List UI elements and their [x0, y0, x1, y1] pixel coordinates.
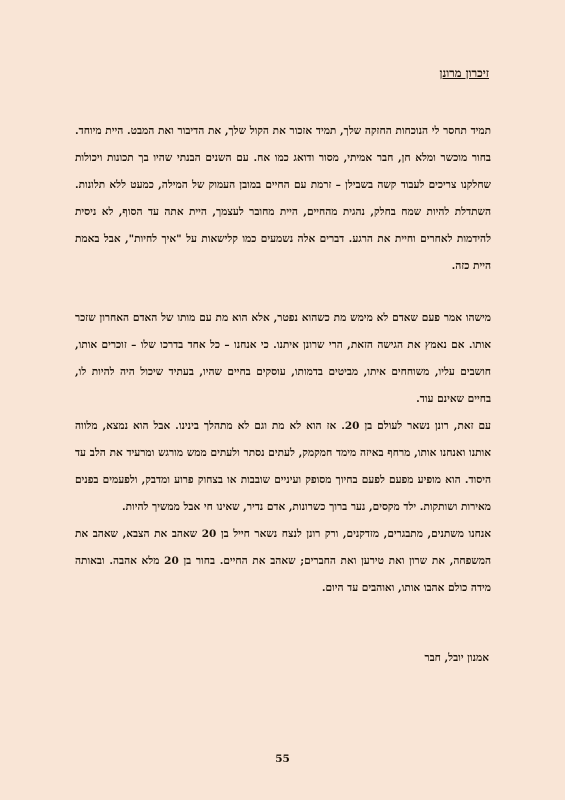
paragraph-4: אנחנו משתנים, מתבגרים, מזדקנים, ורק רונן לנצח נשאר חייל בן 20 שאהב את הצבא, שאהב את המשפחה, את שרון ואת טירען ואת החברים; שאהב את החיים. בחור בן 20 מלא אהבה. ובאותה מידה כולם אהבו אותו, ואוהבים עד היום.	[75, 528, 492, 594]
page-title: זיכרון מרונן	[439, 66, 489, 80]
memorial-text	[75, 118, 491, 602]
page-number: 55	[275, 753, 290, 765]
paragraph-2: מישהו אמר פעם שאדם לא מימש מת כשהוא נפטר, אלא הוא מת עם מותו של האדם האחרון שזכר אותו. אם נאמץ את הגישה הזאת, הרי שרונן איתנו. כי אנחנו – כל אחד בדרכו שלו – זוכרים אותו, חושבים עליו, משוחחים איתו, מביטים בדמותו, עוסקים בחיים שהיו, בעתיד שיכול היה להיות לו, בחיים שאינם עוד.	[75, 312, 491, 405]
paragraph-1: תמיד תחסר לי הנוכחות החזקה שלך, תמיד אזכור את הקול שלך, את הדיבור ואת המבט. היית מיוחד. בחור מוכשר ומלא חן, חבר אמיתי, מסור ודואג כמו אח. עם השנים הבנתי שהיו בך תכונות ויכולות שחלקנו צריכים לעבוד קשה בשבילן – זרמת עם החיים במובן העמוק של המילה, כמעט ללא תלונות. השתדלת להיות שמח בחלק, נהגית מהחיים, היית מחובר לעצמך, היית אתה עד הסוף, לא ניסית להידמות לאחרים וחיית את הרגע. דברים אלה נשמעים כמו קלישאות על "איך לחיות", אבל באמת היית כזה.	[75, 125, 491, 272]
author-signature: אמנון יובל, חבר	[424, 652, 489, 664]
paragraph-3: עם זאת, רונן נשאר לעולם בן 20. אז הוא לא מת וגם לא מתהלך בינינו. אבל הוא נמצא, מלווה אותנו ואנחנו אותו, מרחף באיזה מימד חמקמק, לעתים נסתר ולעתים ממש מורגש ומרעיד את הלב עד היסוד. הוא מופיע מפעם לפעם בחיוך מסופק ועיניים שובבות או בצחוק פרוע ומדבק, ולפעמים בפנים מאירות ושותקות. ילד מקסים, נער ברוך כשרונות, אדם נדיר, שאינו חי אבל ממשיך להיות.	[75, 420, 492, 513]
